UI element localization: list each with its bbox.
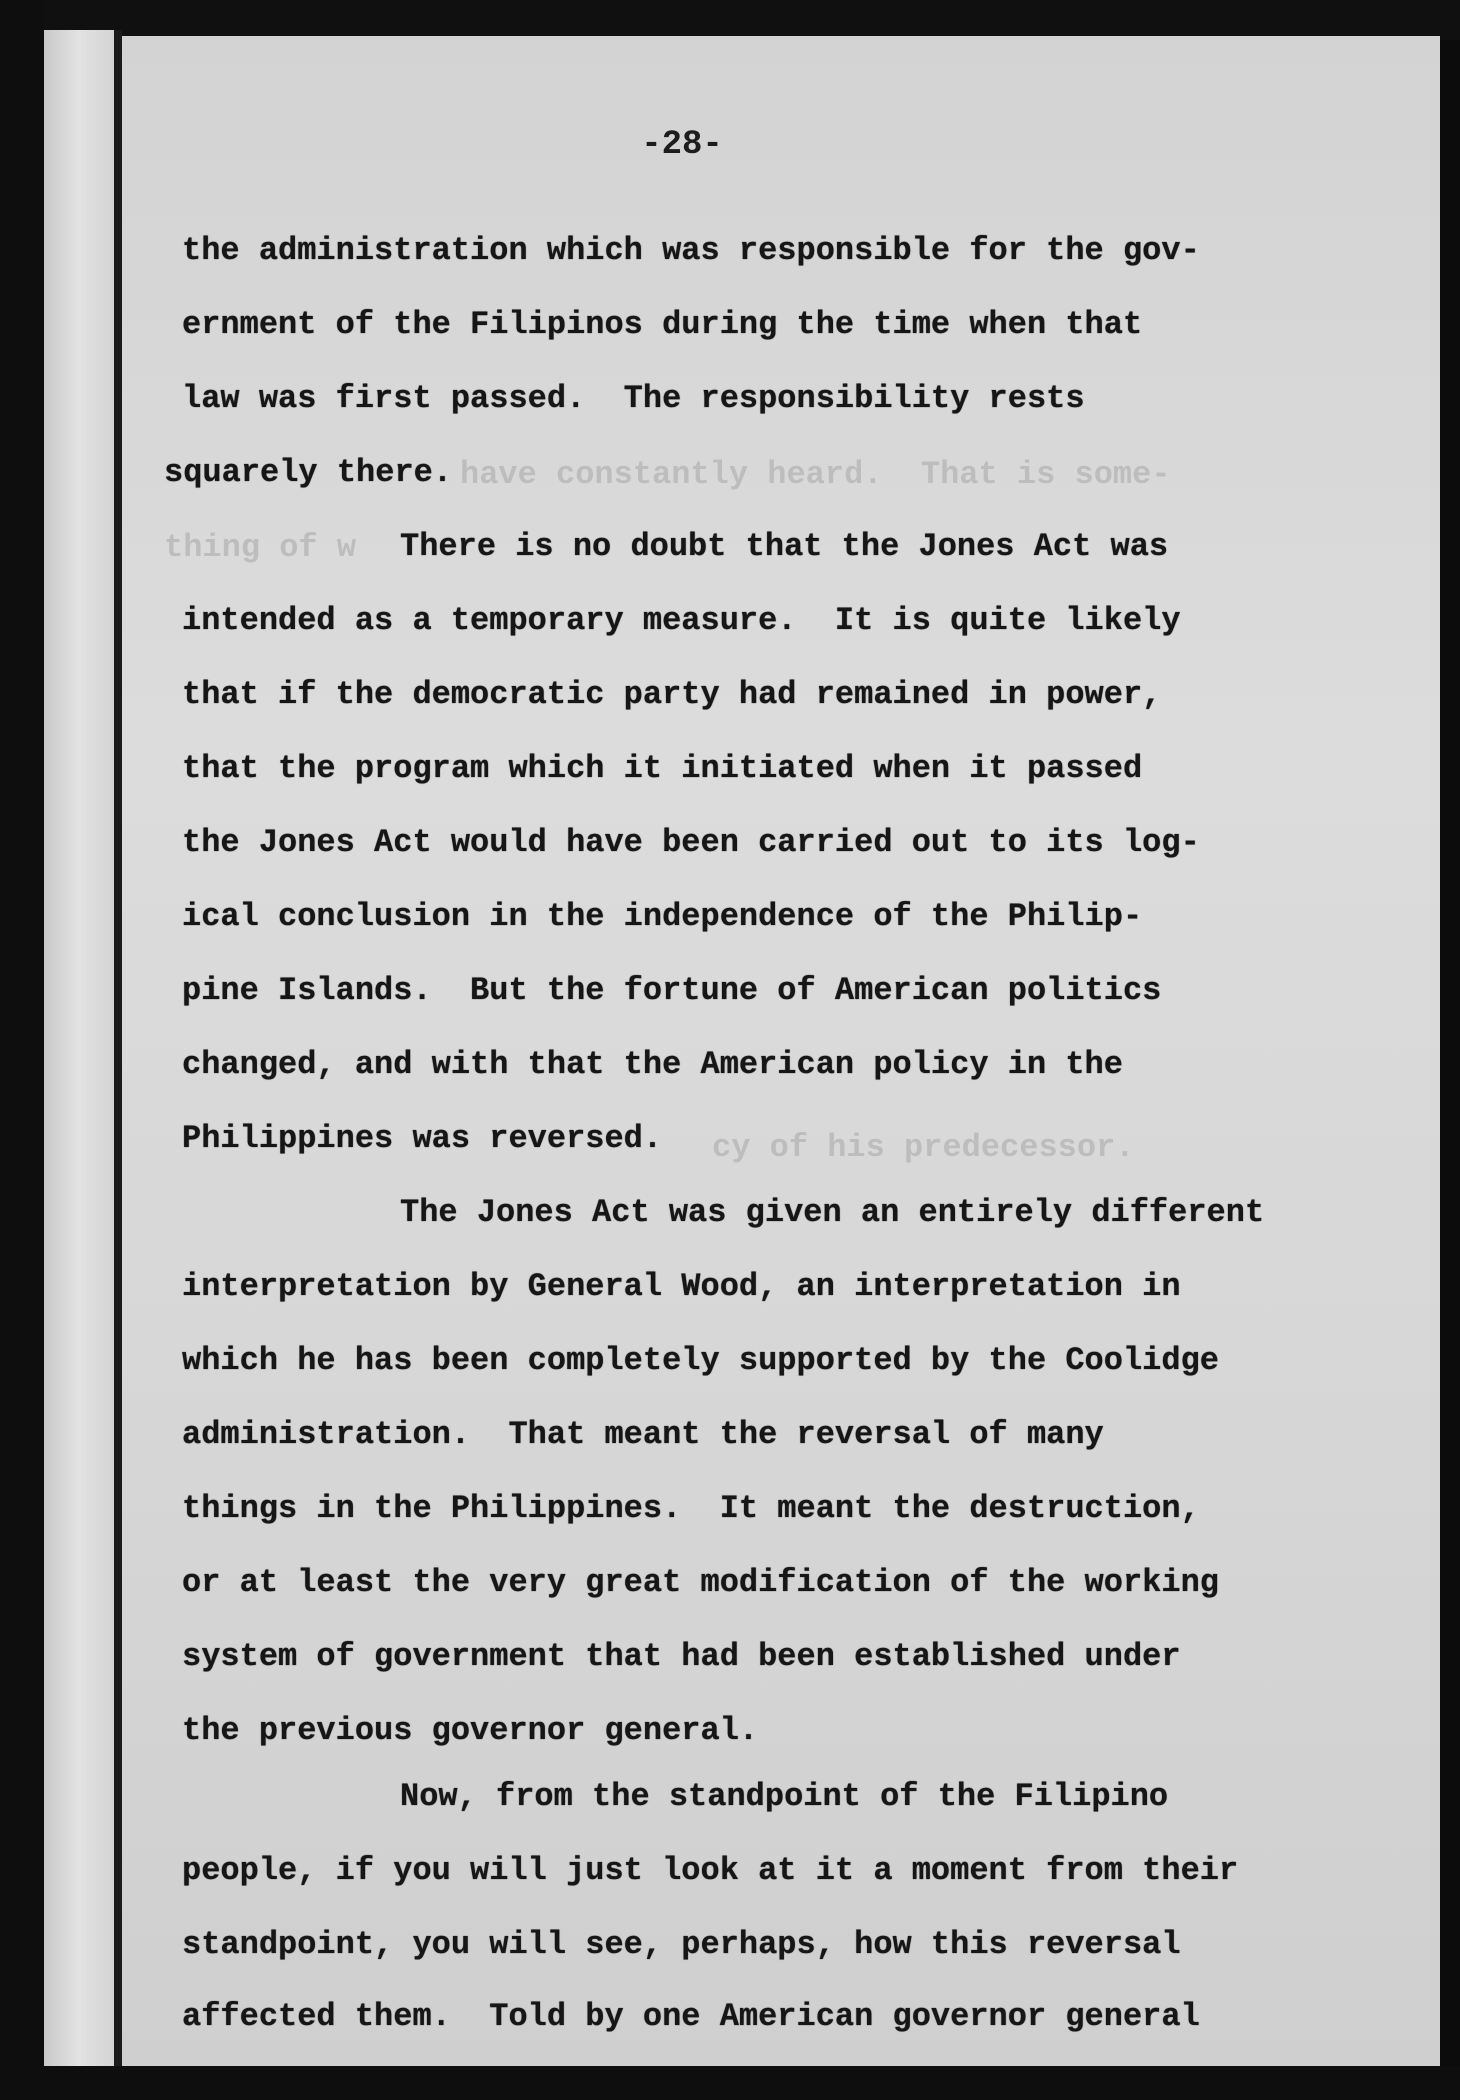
typewritten-page <box>122 36 1440 2066</box>
text-line: squarely there. <box>164 454 453 491</box>
text-line: the previous governor general. <box>182 1712 759 1749</box>
scan-left-border <box>0 0 44 2100</box>
text-line: ical conclusion in the independence of the Philip- <box>182 898 1143 935</box>
bleed-through-text: cy of his predecessor. <box>712 1129 1135 1166</box>
text-line: the administration which was responsible for the gov- <box>182 232 1200 269</box>
bleed-through-text: have constantly heard. That is some- <box>460 456 1171 493</box>
text-line: that the program which it initiated when it passed <box>182 750 1143 787</box>
page-margin-strip <box>44 30 114 2070</box>
text-line: administration. That meant the reversal of many <box>182 1416 1104 1453</box>
scan-top-border <box>0 0 1460 40</box>
bleed-through-text: thing of w <box>164 529 357 566</box>
text-line: The Jones Act was given an entirely different <box>400 1194 1265 1231</box>
text-line: interpretation by General Wood, an interpretation in <box>182 1268 1181 1305</box>
text-line: law was first passed. The responsibility rests <box>182 380 1085 417</box>
text-line: things in the Philippines. It meant the destruction, <box>182 1490 1200 1527</box>
text-line: the Jones Act would have been carried out to its log- <box>182 824 1200 861</box>
text-line: which he has been completely supported by the Coolidge <box>182 1342 1219 1379</box>
text-line: that if the democratic party had remained in power, <box>182 676 1162 713</box>
text-line: Philippines was reversed. <box>182 1120 663 1157</box>
text-line: ernment of the Filipinos during the time when that <box>182 306 1143 343</box>
text-line: or at least the very great modification of the working <box>182 1564 1219 1601</box>
text-line: system of government that had been established under <box>182 1638 1181 1675</box>
text-line: Now, from the standpoint of the Filipino <box>400 1778 1169 1815</box>
text-line: There is no doubt that the Jones Act was <box>400 528 1169 565</box>
text-line: people, if you will just look at it a moment from their <box>182 1852 1239 1889</box>
page-number: -28- <box>641 126 723 164</box>
text-line: changed, and with that the American policy in the <box>182 1046 1123 1083</box>
text-line: intended as a temporary measure. It is quite likely <box>182 602 1181 639</box>
text-line: affected them. Told by one American governor general <box>182 1998 1200 2035</box>
text-line: pine Islands. But the fortune of American politics <box>182 972 1162 1009</box>
scan-bottom-border <box>0 2066 1460 2100</box>
text-line: standpoint, you will see, perhaps, how this reversal <box>182 1926 1181 1963</box>
binding-edge <box>114 30 122 2070</box>
